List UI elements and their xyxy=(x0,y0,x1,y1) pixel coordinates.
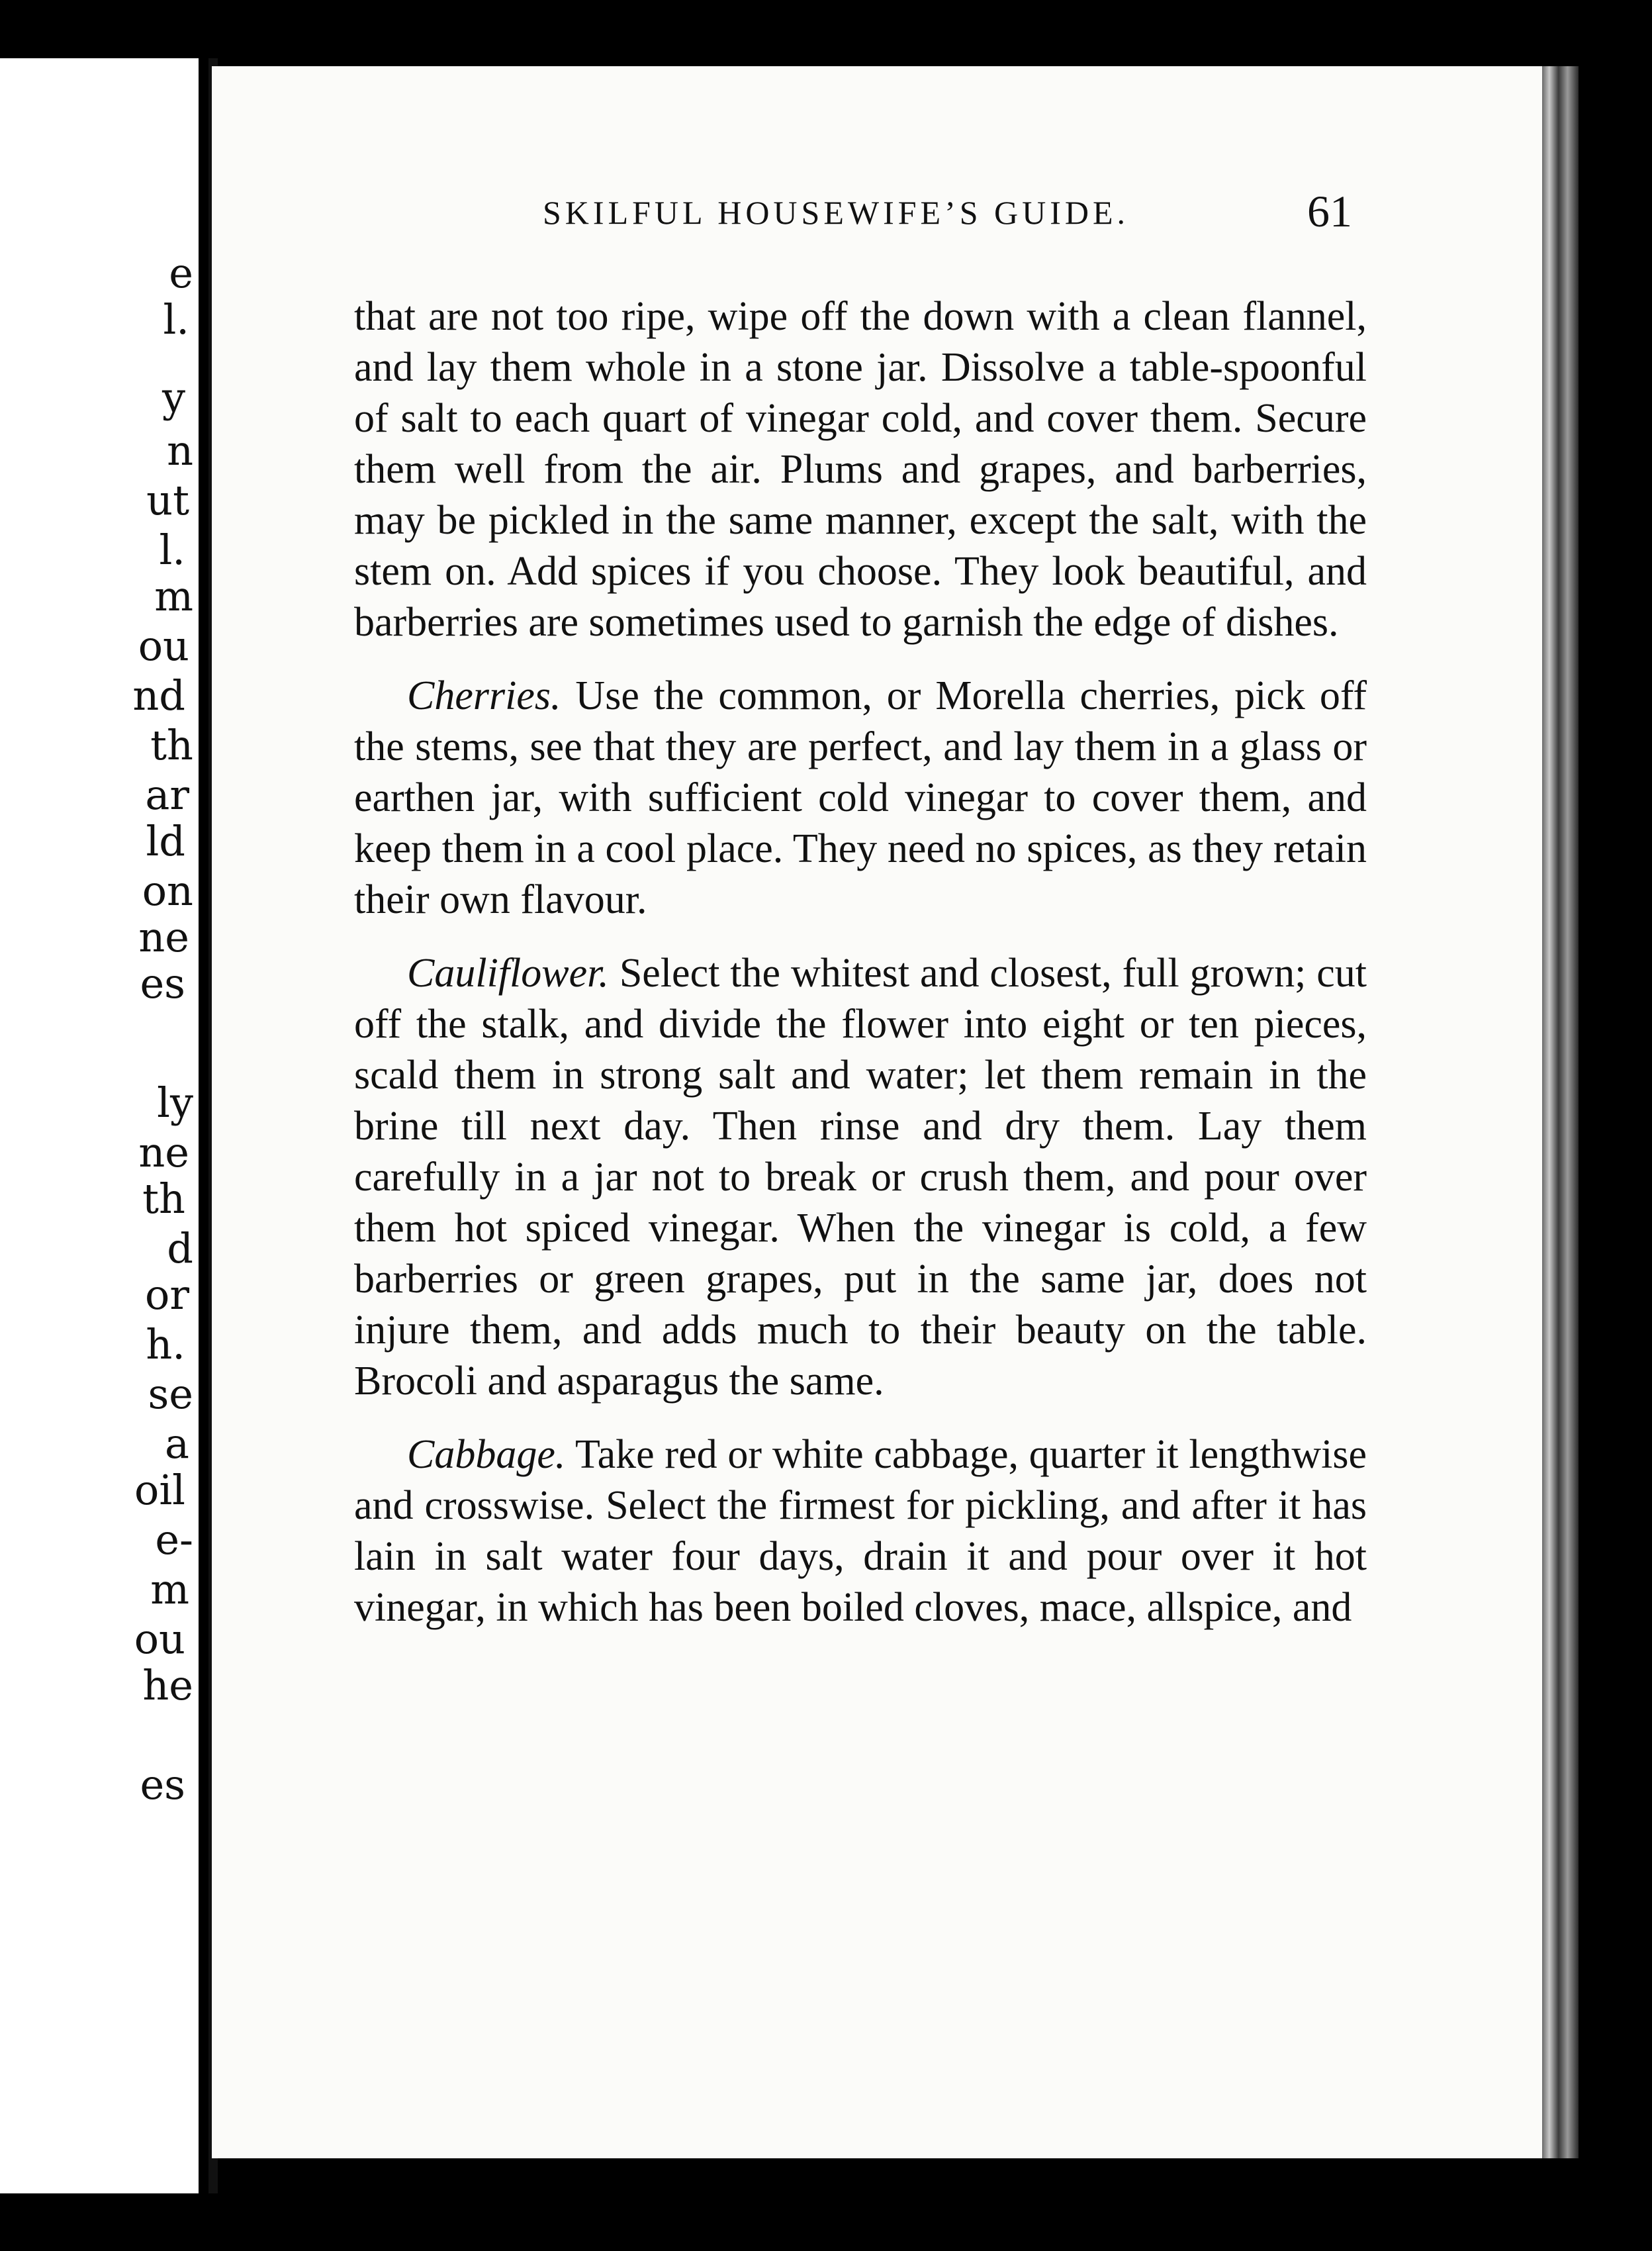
running-header: SKILFUL HOUSEWIFE’S GUIDE. xyxy=(543,194,1130,231)
facing-page-line: ld xyxy=(146,817,185,865)
paragraph-text: Use the common, or Morella cherries, pick off the stems, see that they are perfect, and lay them in a glass or earthen jar, with sufficient cold vinegar to cover them, and keep them in a cool place. They need no spices, as they retain their own flavour. xyxy=(354,673,1367,922)
paragraph-text: Take red or white cabbage, quarter it lengthwise and crosswise. Select the firmest for pickling, and after it has lain in salt water four days, drain it and pour over it hot vinegar, in which has been boiled cloves, mace, allspice, and xyxy=(354,1432,1367,1630)
paragraph-cauliflower xyxy=(354,948,1367,1407)
facing-page-line: e- xyxy=(155,1515,193,1564)
facing-page-line: ou xyxy=(134,1615,185,1663)
facing-page-line: ne xyxy=(138,913,189,961)
facing-page-line: nd xyxy=(132,671,185,720)
facing-page-line: ly xyxy=(157,1078,193,1127)
paragraph-cabbage xyxy=(354,1429,1367,1633)
paragraph-title: Cherries. xyxy=(407,673,561,718)
facing-page-line: l. xyxy=(159,526,185,574)
paragraph-continued: that are not too ripe, wipe off the down with a clean flannel, and lay them whole in a stone jar. Dissolve a table-spoonful of salt to each quart of vinegar cold, and cover them. Secure them well from the air. Plums and grapes, and barberries, may be pickled in the same manner, except the salt, with the stem on. Add spices if you choose. They look beautiful, and barberries are sometimes used to garnish the edge of dishes. xyxy=(354,294,1367,645)
paragraph-cherries xyxy=(354,671,1367,926)
page-number: 61 xyxy=(1307,186,1352,236)
facing-page-line: th xyxy=(150,721,193,769)
facing-page-line: d xyxy=(167,1224,193,1272)
facing-page-line: n xyxy=(167,426,193,475)
facing-page-line: m xyxy=(154,572,193,620)
facing-page-line: es xyxy=(140,1760,185,1809)
facing-page-line: ut xyxy=(146,476,189,524)
facing-page-line: ar xyxy=(145,771,189,819)
facing-page-line: or xyxy=(145,1270,189,1319)
facing-page-line: y xyxy=(161,373,185,422)
facing-page-line: he xyxy=(142,1661,193,1709)
facing-page-line: se xyxy=(148,1370,193,1418)
paragraph-text: Select the whitest and closest, full grown; cut off the stalk, and divide the flower into eight or ten pieces, scald them in strong salt and water; let them remain in the brine till next day. Then rinse and dry them. Lay them carefully in a jar not to break or crush them, and pour over them hot spiced vinegar. When the vinegar is cold, a few barberries or green grapes, put in the same jar, does not injure them, and adds much to their beauty on the table. Brocoli and asparagus the same. xyxy=(354,951,1367,1404)
facing-page-line: h. xyxy=(146,1320,185,1368)
facing-page-line: e xyxy=(169,249,193,297)
paragraph-title: Cabbage. xyxy=(407,1432,566,1477)
page-edge xyxy=(1542,66,1579,2158)
facing-page-line: oil xyxy=(134,1466,185,1514)
facing-page xyxy=(0,58,199,2193)
facing-page-line: l. xyxy=(163,295,189,344)
facing-page-line: th xyxy=(142,1174,185,1223)
facing-page-line: es xyxy=(140,959,185,1008)
facing-page-line: a xyxy=(165,1419,189,1468)
facing-page-line: on xyxy=(142,867,193,915)
page-body xyxy=(354,291,1367,1656)
paragraph-title: Cauliflower. xyxy=(407,951,609,996)
facing-page-line: ne xyxy=(138,1128,189,1176)
facing-page-line: ou xyxy=(138,622,189,670)
facing-page-line: m xyxy=(150,1565,189,1613)
